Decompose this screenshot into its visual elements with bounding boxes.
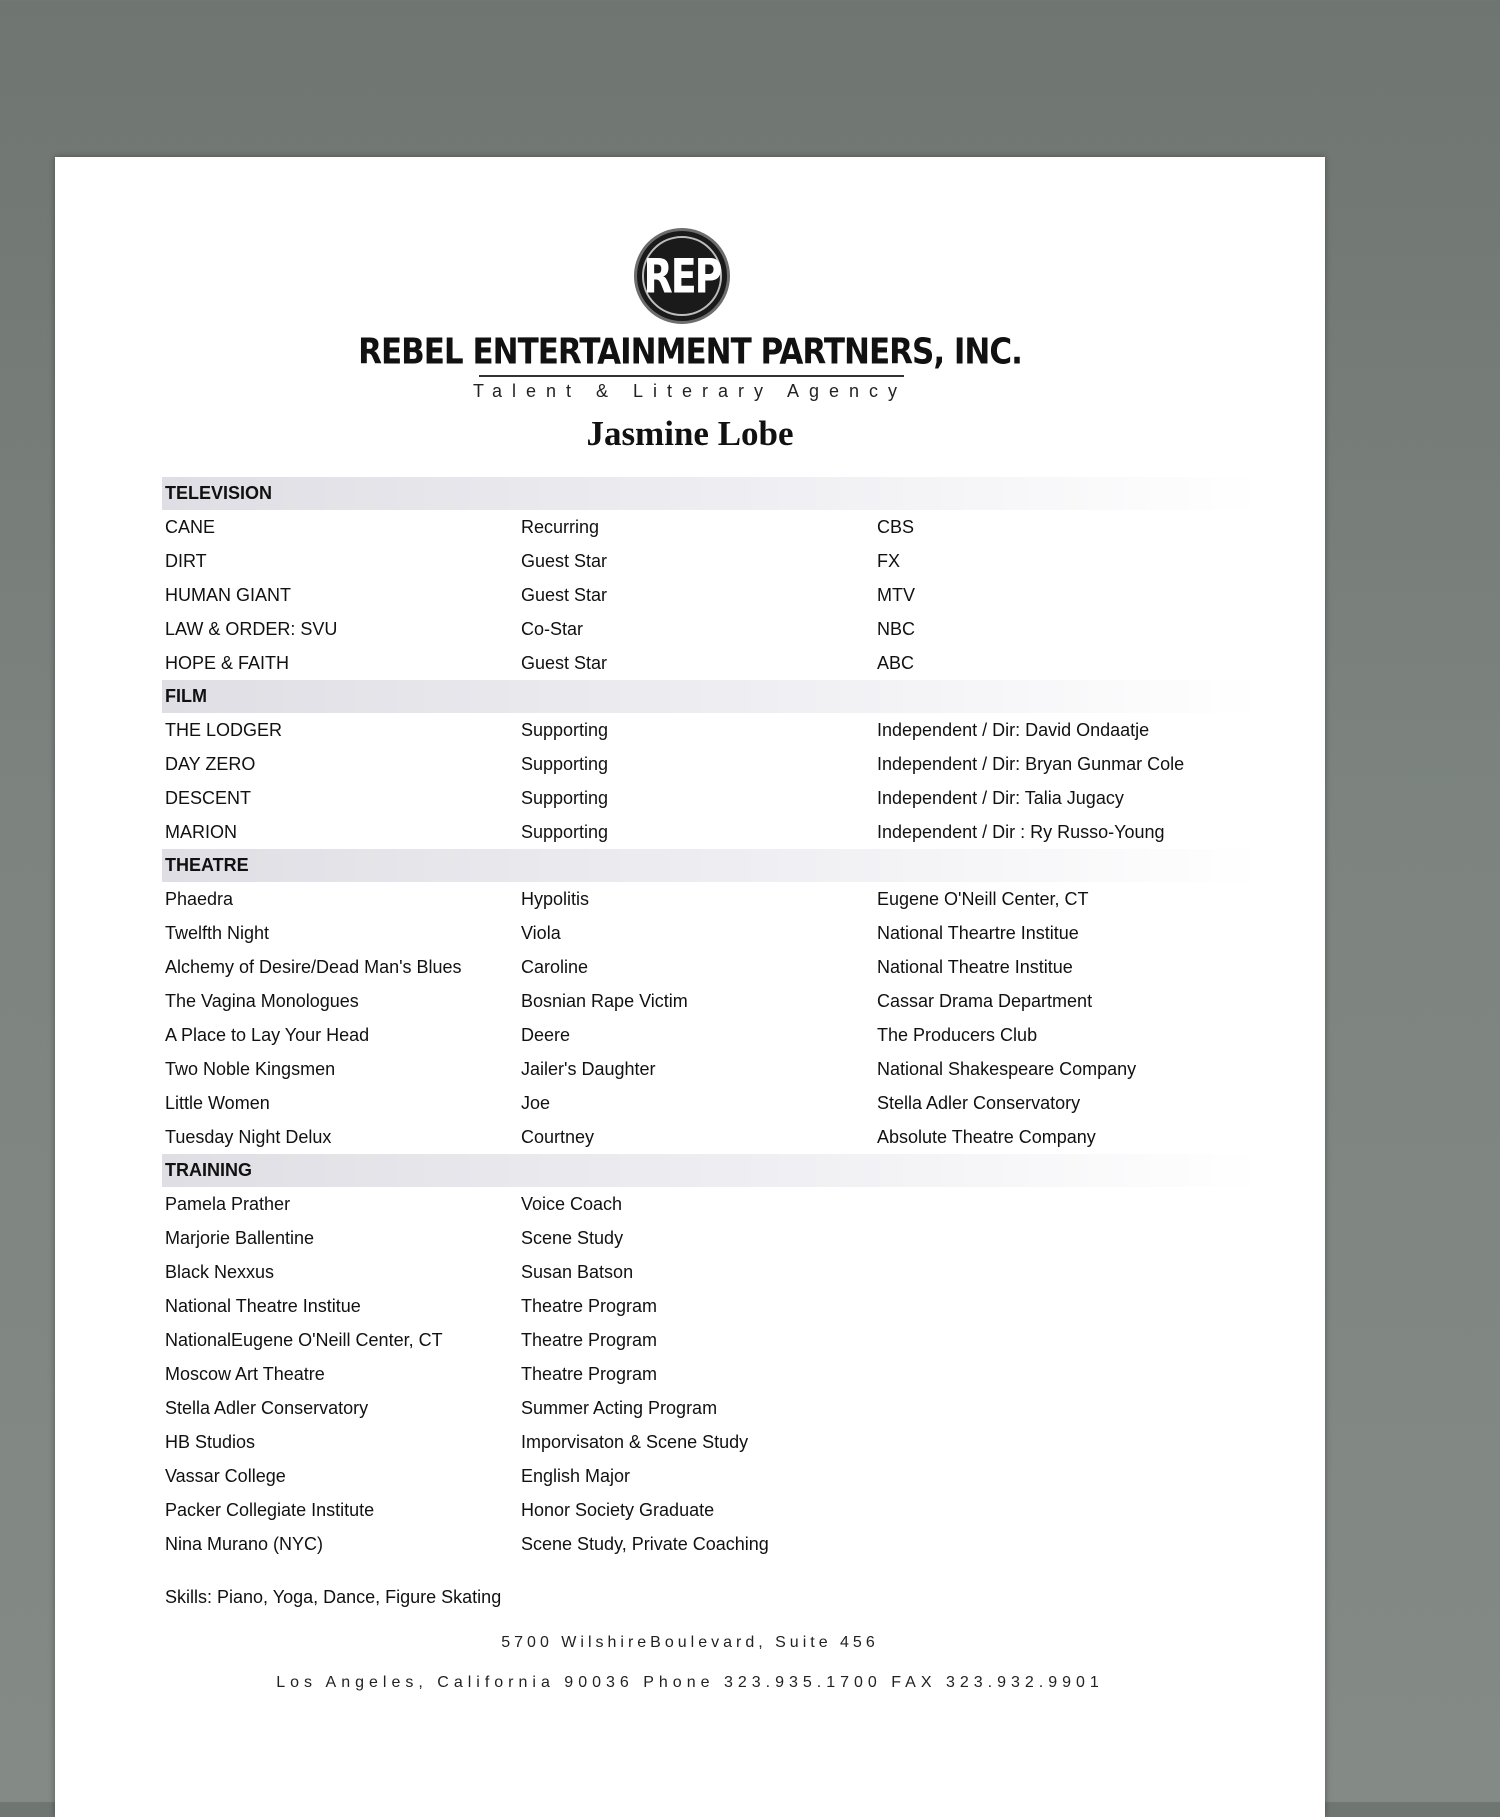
resume-row: [162, 747, 1262, 781]
logo-text: REP: [643, 248, 721, 304]
credit-title: HOPE & FAITH: [165, 652, 290, 673]
credit-title: Little Women: [165, 1092, 270, 1113]
credit-title: Moscow Art Theatre: [165, 1363, 325, 1384]
credit-title: Twelfth Night: [165, 922, 270, 943]
credit-title: HUMAN GIANT: [165, 584, 291, 605]
credit-venue: ABC: [877, 652, 915, 673]
resume-row: [162, 646, 1262, 680]
resume-row: [162, 1018, 1262, 1052]
credit-title: Tuesday Night Delux: [165, 1126, 332, 1147]
credit-role: Caroline: [521, 956, 589, 977]
section-header-television: TELEVISION: [162, 477, 1262, 510]
credit-role: English Major: [521, 1465, 631, 1486]
footer-address-line2: Los Angeles, California 90036 Phone 323.935.1700 FAX 323.932.9901: [276, 1674, 1104, 1691]
credit-title: Pamela Prather: [165, 1193, 291, 1214]
credit-venue: CBS: [877, 516, 915, 537]
credit-role: Honor Society Graduate: [521, 1499, 715, 1520]
resume-row: [162, 1425, 1262, 1459]
skills-line: Skills: Piano, Yoga, Dance, Figure Skating: [165, 1587, 502, 1607]
resume-row: [162, 1493, 1262, 1527]
resume-row: [162, 713, 1262, 747]
agency-subtitle: Talent & Literary Agency: [472, 381, 908, 401]
credit-role: Co-Star: [521, 618, 584, 639]
resume-row: [162, 984, 1262, 1018]
credit-role: Supporting: [521, 719, 609, 740]
credit-venue: The Producers Club: [877, 1024, 1038, 1045]
credit-title: MARION: [165, 821, 237, 842]
credit-title: The Vagina Monologues: [165, 990, 359, 1011]
credit-venue: Independent / Dir: Talia Jugacy: [877, 787, 1124, 808]
credit-role: Scene Study, Private Coaching: [521, 1533, 769, 1554]
resume-row: [162, 1120, 1262, 1154]
section-header-theatre: THEATRE: [162, 849, 1262, 882]
actor-name: Jasmine Lobe: [586, 414, 794, 453]
resume-row: [162, 1357, 1262, 1391]
agency-logo: [634, 228, 730, 324]
credit-venue: NBC: [877, 618, 916, 639]
credit-title: A Place to Lay Your Head: [165, 1024, 370, 1045]
credit-title: Packer Collegiate Institute: [165, 1499, 375, 1520]
credit-role: Theatre Program: [521, 1363, 658, 1384]
credit-role: Supporting: [521, 753, 609, 774]
credit-role: Voice Coach: [521, 1193, 623, 1214]
credit-title: THE LODGER: [165, 719, 283, 740]
resume-row: [162, 815, 1262, 849]
resume-row: [162, 950, 1262, 984]
credit-title: HB Studios: [165, 1431, 256, 1452]
credit-venue: Independent / Dir: Bryan Gunmar Cole: [877, 753, 1185, 774]
credit-role: Guest Star: [521, 584, 608, 605]
credit-role: Scene Study: [521, 1227, 624, 1248]
credit-title: DIRT: [165, 550, 207, 571]
credit-title: National Theatre Institue: [165, 1295, 361, 1316]
credit-title: Nina Murano (NYC): [165, 1533, 324, 1554]
section-header-training: TRAINING: [162, 1154, 1262, 1187]
credit-role: Deere: [521, 1024, 571, 1045]
credit-title: CANE: [165, 516, 216, 537]
resume-row: [162, 1289, 1262, 1323]
credit-role: Susan Batson: [521, 1261, 634, 1282]
credit-venue: Independent / Dir : Ry Russo-Young: [877, 821, 1165, 842]
credit-role: Supporting: [521, 787, 609, 808]
resume-row: [162, 882, 1262, 916]
credit-venue: National Theartre Institue: [877, 922, 1079, 943]
credit-role: Imporvisaton & Scene Study: [521, 1431, 749, 1452]
resume-row: [162, 916, 1262, 950]
credit-title: Phaedra: [165, 888, 234, 909]
credit-venue: MTV: [877, 584, 915, 605]
resume-row: [162, 1052, 1262, 1086]
credit-venue: National Theatre Institue: [877, 956, 1073, 977]
agency-name: REBEL ENTERTAINMENT PARTNERS, INC.: [358, 331, 1022, 373]
credit-role: Summer Acting Program: [521, 1397, 718, 1418]
credit-role: Viola: [521, 922, 561, 943]
credit-title: Two Noble Kingsmen: [165, 1058, 336, 1079]
resume-row: [162, 1255, 1262, 1289]
credit-venue: National Shakespeare Company: [877, 1058, 1137, 1079]
credit-title: Stella Adler Conservatory: [165, 1397, 369, 1418]
credit-title: DESCENT: [165, 787, 252, 808]
section-header-film: FILM: [162, 680, 1262, 713]
resume-row: [162, 781, 1262, 815]
resume-row: [162, 578, 1262, 612]
credit-venue: FX: [877, 550, 901, 571]
credit-title: NationalEugene O'Neill Center, CT: [165, 1329, 443, 1350]
credit-role: Courtney: [521, 1126, 595, 1147]
credit-role: Guest Star: [521, 652, 608, 673]
credit-title: DAY ZERO: [165, 753, 256, 774]
agency-divider: [479, 375, 904, 377]
credit-venue: Independent / Dir: David Ondaatje: [877, 719, 1150, 740]
resume-row: [162, 1323, 1262, 1357]
credit-role: Jailer's Daughter: [521, 1058, 656, 1079]
credit-role: Guest Star: [521, 550, 608, 571]
resume-row: [162, 1086, 1262, 1120]
credit-role: Hypolitis: [521, 888, 590, 909]
credit-venue: Eugene O'Neill Center, CT: [877, 888, 1089, 909]
resume-sections: [162, 477, 1262, 1561]
credit-venue: Stella Adler Conservatory: [877, 1092, 1081, 1113]
resume-row: [162, 1187, 1262, 1221]
credit-title: LAW & ORDER: SVU: [165, 618, 338, 639]
resume-row: [162, 1221, 1262, 1255]
resume-row: [162, 612, 1262, 646]
credit-role: Supporting: [521, 821, 609, 842]
resume-page: [55, 157, 1325, 1817]
credit-role: Bosnian Rape Victim: [521, 990, 688, 1011]
credit-title: Marjorie Ballentine: [165, 1227, 315, 1248]
credit-role: Theatre Program: [521, 1295, 658, 1316]
resume-row: [162, 544, 1262, 578]
credit-title: Alchemy of Desire/Dead Man's Blues: [165, 956, 462, 977]
credit-role: Recurring: [521, 516, 600, 537]
credit-role: Joe: [521, 1092, 551, 1113]
resume-row: [162, 1391, 1262, 1425]
resume-row: [162, 510, 1262, 544]
footer-address-line1: 5700 WilshireBoulevard, Suite 456: [501, 1634, 879, 1651]
resume-row: [162, 1459, 1262, 1493]
credit-title: Vassar College: [165, 1465, 286, 1486]
credit-title: Black Nexxus: [165, 1261, 275, 1282]
credit-venue: Absolute Theatre Company: [877, 1126, 1096, 1147]
credit-venue: Cassar Drama Department: [877, 990, 1093, 1011]
resume-row: [162, 1527, 1262, 1561]
credit-role: Theatre Program: [521, 1329, 658, 1350]
